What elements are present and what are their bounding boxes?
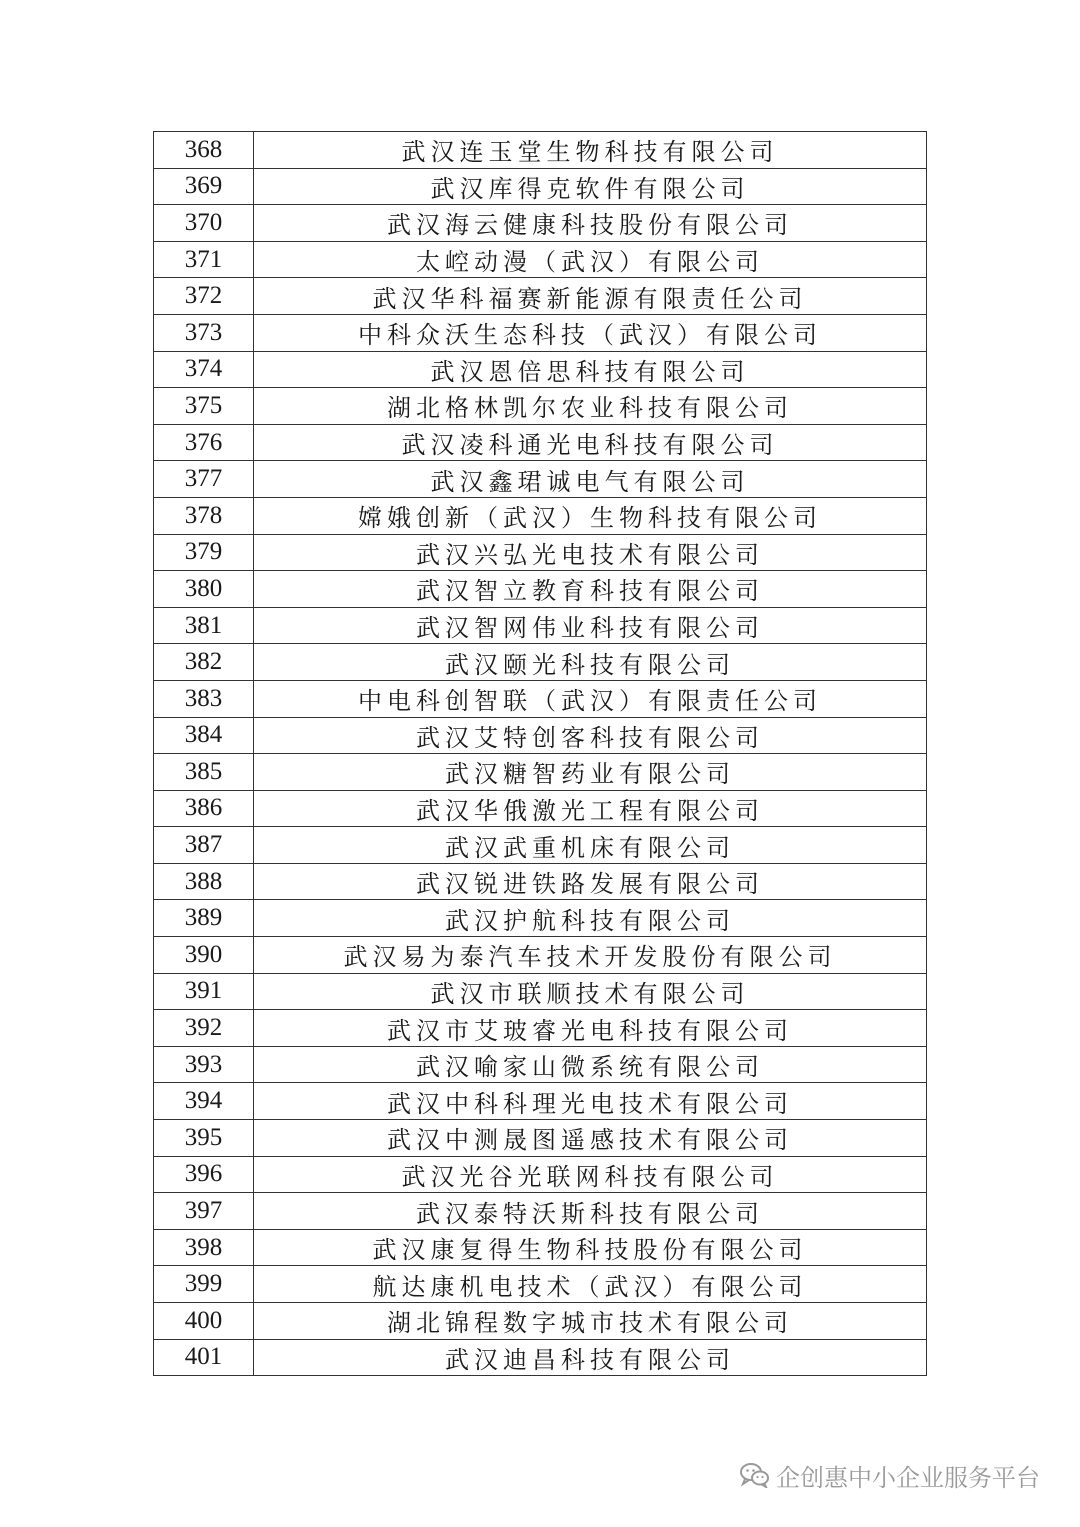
table-row (154, 973, 927, 1010)
row-number: 380 (154, 571, 254, 608)
table-row (154, 205, 927, 242)
company-name: 武汉凌科通光电科技有限公司 (254, 424, 927, 461)
row-number: 383 (154, 680, 254, 717)
company-name: 武汉华科福赛新能源有限责任公司 (254, 278, 927, 315)
row-number: 371 (154, 241, 254, 278)
row-number: 389 (154, 900, 254, 937)
company-name: 武汉光谷光联网科技有限公司 (254, 1156, 927, 1193)
table-row (154, 1193, 927, 1230)
row-number: 381 (154, 607, 254, 644)
company-name: 湖北锦程数字城市技术有限公司 (254, 1303, 927, 1340)
company-name: 武汉鑫珺诚电气有限公司 (254, 461, 927, 498)
table-row (154, 351, 927, 388)
row-number: 377 (154, 461, 254, 498)
table-row (154, 241, 927, 278)
row-number: 387 (154, 827, 254, 864)
row-number: 400 (154, 1303, 254, 1340)
company-name: 武汉锐进铁路发展有限公司 (254, 863, 927, 900)
row-number: 390 (154, 937, 254, 974)
row-number: 382 (154, 644, 254, 681)
company-list-body (154, 132, 927, 1376)
table-row (154, 754, 927, 791)
table-row (154, 314, 927, 351)
row-number: 375 (154, 388, 254, 425)
table-row (154, 1266, 927, 1303)
row-number: 393 (154, 1046, 254, 1083)
row-number: 368 (154, 132, 254, 169)
company-name: 武汉恩倍思科技有限公司 (254, 351, 927, 388)
company-name: 中科众沃生态科技（武汉）有限公司 (254, 314, 927, 351)
row-number: 374 (154, 351, 254, 388)
row-number: 394 (154, 1083, 254, 1120)
company-name: 武汉康复得生物科技股份有限公司 (254, 1229, 927, 1266)
watermark (740, 1460, 1040, 1490)
wechat-icon (740, 1462, 770, 1488)
company-name: 武汉市联顺技术有限公司 (254, 973, 927, 1010)
table-row (154, 461, 927, 498)
table-row (154, 497, 927, 534)
table-row (154, 1303, 927, 1340)
table-row (154, 937, 927, 974)
table-row (154, 680, 927, 717)
row-number: 376 (154, 424, 254, 461)
company-name: 武汉连玉堂生物科技有限公司 (254, 132, 927, 169)
table-row (154, 1083, 927, 1120)
company-name: 太崆动漫（武汉）有限公司 (254, 241, 927, 278)
row-number: 384 (154, 717, 254, 754)
table-row (154, 1229, 927, 1266)
table-row (154, 790, 927, 827)
company-name: 武汉泰特沃斯科技有限公司 (254, 1193, 927, 1230)
table-row (154, 644, 927, 681)
table-row (154, 168, 927, 205)
company-name: 武汉兴弘光电技术有限公司 (254, 534, 927, 571)
row-number: 373 (154, 314, 254, 351)
row-number: 391 (154, 973, 254, 1010)
row-number: 396 (154, 1156, 254, 1193)
company-name: 武汉颐光科技有限公司 (254, 644, 927, 681)
table-row (154, 1010, 927, 1047)
row-number: 369 (154, 168, 254, 205)
row-number: 370 (154, 205, 254, 242)
company-name: 武汉武重机床有限公司 (254, 827, 927, 864)
row-number: 395 (154, 1120, 254, 1157)
row-number: 386 (154, 790, 254, 827)
table-row (154, 278, 927, 315)
row-number: 397 (154, 1193, 254, 1230)
row-number: 392 (154, 1010, 254, 1047)
table-row (154, 717, 927, 754)
row-number: 399 (154, 1266, 254, 1303)
company-list-table (153, 131, 927, 1376)
company-name: 湖北格林凯尔农业科技有限公司 (254, 388, 927, 425)
company-name: 武汉华俄激光工程有限公司 (254, 790, 927, 827)
company-name: 武汉易为泰汽车技术开发股份有限公司 (254, 937, 927, 974)
company-name: 武汉艾特创客科技有限公司 (254, 717, 927, 754)
table-row (154, 1156, 927, 1193)
table-row (154, 1120, 927, 1157)
table-row (154, 388, 927, 425)
row-number: 372 (154, 278, 254, 315)
company-name: 武汉智立教育科技有限公司 (254, 571, 927, 608)
company-name: 武汉智网伟业科技有限公司 (254, 607, 927, 644)
company-name: 武汉中科科理光电技术有限公司 (254, 1083, 927, 1120)
company-name: 武汉市艾玻睿光电科技有限公司 (254, 1010, 927, 1047)
row-number: 385 (154, 754, 254, 791)
watermark-text: 企创惠中小企业服务平台 (776, 1463, 1040, 1492)
table-row (154, 607, 927, 644)
company-name: 武汉迪昌科技有限公司 (254, 1339, 927, 1376)
table-row (154, 1339, 927, 1376)
company-name: 武汉海云健康科技股份有限公司 (254, 205, 927, 242)
row-number: 388 (154, 863, 254, 900)
table-row (154, 863, 927, 900)
company-name: 航达康机电技术（武汉）有限公司 (254, 1266, 927, 1303)
table-row (154, 900, 927, 937)
company-name: 武汉库得克软件有限公司 (254, 168, 927, 205)
company-name: 武汉中测晟图遥感技术有限公司 (254, 1120, 927, 1157)
row-number: 379 (154, 534, 254, 571)
table-row (154, 571, 927, 608)
table-row (154, 534, 927, 571)
company-name: 嫦娥创新（武汉）生物科技有限公司 (254, 497, 927, 534)
company-name: 武汉喻家山微系统有限公司 (254, 1046, 927, 1083)
table-row (154, 424, 927, 461)
table-row (154, 827, 927, 864)
row-number: 378 (154, 497, 254, 534)
company-name: 武汉护航科技有限公司 (254, 900, 927, 937)
row-number: 401 (154, 1339, 254, 1376)
table-row (154, 1046, 927, 1083)
row-number: 398 (154, 1229, 254, 1266)
company-name: 中电科创智联（武汉）有限责任公司 (254, 680, 927, 717)
company-name: 武汉糖智药业有限公司 (254, 754, 927, 791)
table-row (154, 132, 927, 169)
